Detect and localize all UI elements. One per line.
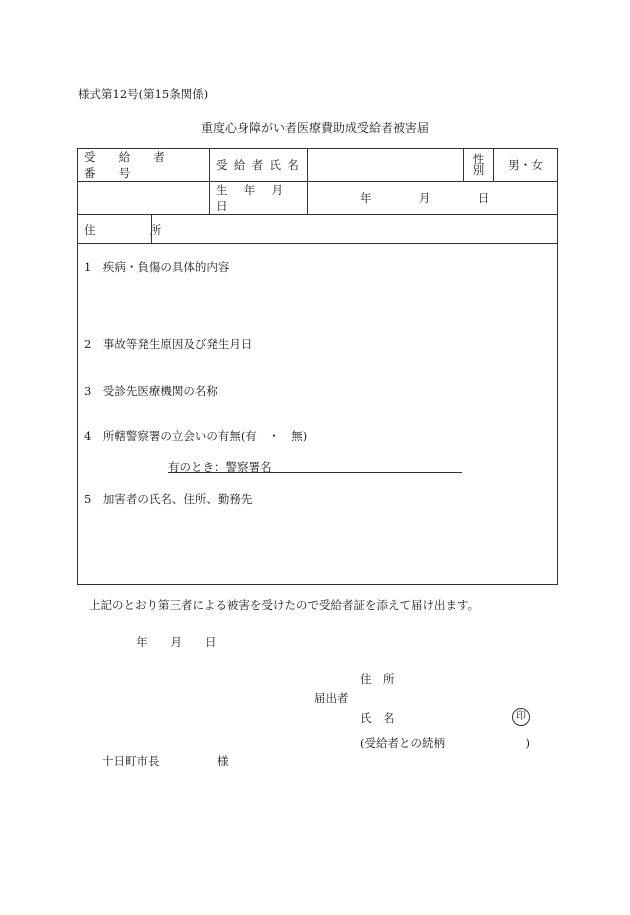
address-label: 住 所 xyxy=(84,223,187,237)
application-form-table xyxy=(77,148,558,585)
address-divider xyxy=(151,215,152,243)
notifier-name-label: 氏 名 xyxy=(360,711,395,725)
notifier-address-label: 住 所 xyxy=(360,672,395,686)
police-station-label: 有のとき：警察署名 xyxy=(168,460,272,474)
item-4-label: 4 所轄警察署の立会いの有無(有 ・ 無) xyxy=(84,429,308,443)
gender-choice[interactable]: 男・女 xyxy=(494,149,558,182)
form-title: 重度心身障がい者医療費助成受給者被害届 xyxy=(200,121,429,135)
gender-label-bottom: 別 xyxy=(472,163,485,177)
relation-label: (受給者との続柄 ) xyxy=(360,736,530,750)
gender-label-top: 性 xyxy=(472,152,485,166)
notifier-role-label: 届出者 xyxy=(314,691,349,705)
item-1-label: 1 疾病・負傷の具体的内容 xyxy=(84,260,230,274)
form-number: 様式第12号(第15条関係) xyxy=(78,87,209,101)
recipient-name-field[interactable] xyxy=(308,149,464,182)
dob-field[interactable]: 年 月 日 xyxy=(308,182,558,215)
recipient-name-label: 受給者氏名 xyxy=(210,149,308,182)
police-station-underline[interactable] xyxy=(168,472,462,473)
address-row xyxy=(78,215,558,244)
item-3-label: 3 受診先医療機関の名称 xyxy=(84,384,218,398)
addressee: 十日町市長 様 xyxy=(102,754,229,768)
recipient-number-field[interactable] xyxy=(78,182,210,215)
incident-details-box[interactable] xyxy=(78,244,558,585)
date-line[interactable]: 年 月 日 xyxy=(136,635,217,649)
item-2-label: 2 事故等発生原因及び発生月日 xyxy=(84,337,253,351)
dob-label: 生 年 月 日 xyxy=(210,182,308,215)
gender-label xyxy=(464,149,494,182)
recipient-number-label: 受 給 者 番 号 xyxy=(78,149,210,182)
seal-mark: 印 xyxy=(512,708,530,726)
statement-text: 上記のとおり第三者による被害を受けたので受給者証を添えて届け出ます。 xyxy=(89,598,480,612)
item-5-label: 5 加害者の氏名、住所、勤務先 xyxy=(84,492,253,506)
